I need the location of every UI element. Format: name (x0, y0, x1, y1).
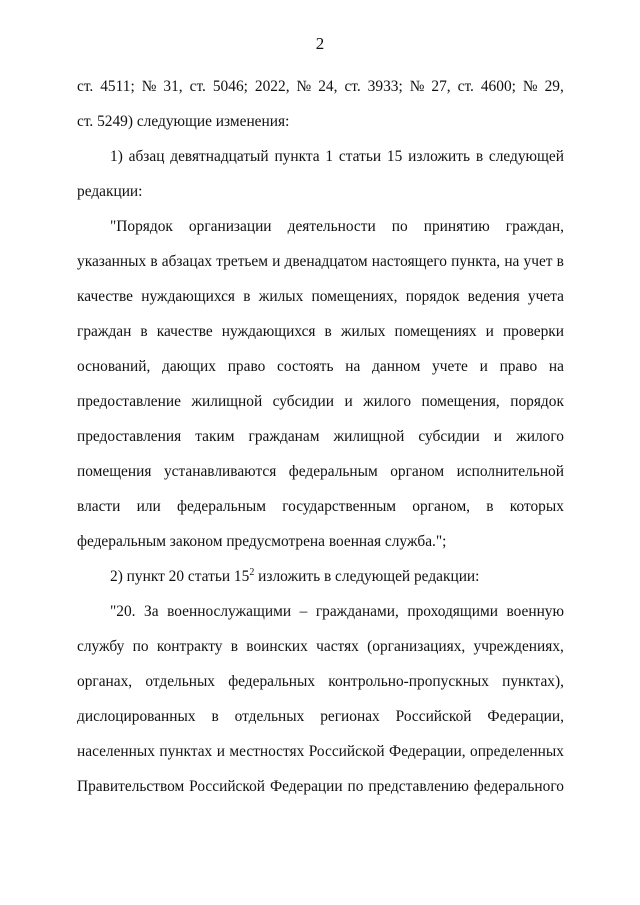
text-line-with-superscript (110, 567, 564, 587)
word: настоящего (371, 253, 447, 270)
word: 31, (163, 78, 183, 95)
word: состоять (277, 358, 334, 375)
word: Правительством (77, 778, 185, 795)
text-fragment: 2) пункт 20 статьи 15 (110, 568, 250, 585)
word: порядок (405, 288, 460, 305)
word: № (409, 78, 425, 95)
text-line (77, 252, 564, 272)
word: органах, (77, 673, 133, 690)
word: № (141, 78, 157, 95)
word: ст. (77, 78, 94, 95)
word: власти (77, 498, 121, 515)
text-fragment: изложить в следующей редакции: (254, 568, 480, 585)
word: отдельных (145, 673, 215, 690)
word: учреждениях, (473, 638, 564, 655)
text-line (77, 287, 564, 307)
word: 29, (544, 78, 564, 95)
text-line (77, 77, 564, 97)
word: пункта (274, 148, 320, 165)
word: 27, (431, 78, 451, 95)
word: ст. (457, 78, 474, 95)
word: предоставление (77, 393, 181, 410)
word: на (345, 358, 361, 375)
word: право (227, 358, 266, 375)
word: в (556, 253, 564, 270)
word: (организациях, (367, 638, 466, 655)
text-line (77, 742, 564, 762)
word: деятельности (287, 218, 376, 235)
word: следующей (488, 148, 564, 165)
word: учет (523, 253, 553, 270)
word: исполнительной (456, 463, 564, 480)
word: населенных (77, 743, 155, 760)
word: в (140, 323, 148, 340)
word: и (344, 393, 353, 410)
word: 1 (325, 148, 334, 165)
word: федеральных (228, 673, 316, 690)
word: органом (390, 463, 445, 480)
word: на (504, 253, 520, 270)
word: ст. (189, 78, 206, 95)
word: дающих (162, 358, 216, 375)
word: федерального (473, 778, 564, 795)
word: "20. (110, 603, 136, 620)
word: гражданам (248, 428, 320, 445)
word: Федерации, (487, 708, 564, 725)
word: № (522, 78, 538, 95)
text-line (77, 707, 564, 727)
word: девятнадцатый (170, 148, 269, 165)
word: Российской (189, 778, 266, 795)
word: пунктах (159, 743, 213, 760)
word: в (243, 288, 251, 305)
word: пункта, (451, 253, 501, 270)
word: устанавливаются (163, 463, 277, 480)
superscript: 2 (249, 566, 255, 578)
word: субсидии (272, 393, 334, 410)
word: помещения, (421, 393, 500, 410)
word: ведения (467, 288, 520, 305)
word: органом, (412, 498, 471, 515)
word: 4511; (100, 78, 135, 95)
word: гражданами, (315, 603, 399, 620)
word: на (548, 358, 564, 375)
word: учете (432, 358, 468, 375)
word: нуждающихся (141, 288, 235, 305)
word: жилого (363, 393, 412, 410)
text-line (110, 602, 564, 622)
word: 4600; (480, 78, 516, 95)
word: жилого (516, 428, 564, 445)
word: абзацах (161, 253, 213, 270)
word: в (486, 498, 494, 515)
word: помещениях (394, 323, 477, 340)
word: данном (372, 358, 421, 375)
word: или (136, 498, 161, 515)
word: в (324, 323, 332, 340)
word: таким (195, 428, 235, 445)
word: федеральным (288, 463, 378, 480)
word: 15 (386, 148, 403, 165)
word: по (391, 218, 408, 235)
word: двенадцатом (284, 253, 368, 270)
word: частях (316, 638, 359, 655)
word: жилых (340, 323, 386, 340)
word: контракту (156, 638, 223, 655)
word: абзац (128, 148, 165, 165)
word: граждан, (505, 218, 564, 235)
word: государственным (282, 498, 397, 515)
word: 1) (110, 148, 123, 165)
word: отдельных (234, 708, 305, 725)
word: третьем (216, 253, 269, 270)
word: федеральным (177, 498, 266, 515)
word: Федерации, (389, 743, 466, 760)
word: представлению (368, 778, 469, 795)
text-line (77, 777, 564, 797)
word: в (150, 253, 158, 270)
word: учета (527, 288, 564, 305)
word: право (499, 358, 538, 375)
word: оснований, (77, 358, 151, 375)
word: предоставления (77, 428, 182, 445)
word: статьи (338, 148, 382, 165)
text-line (77, 357, 564, 377)
word: и (479, 358, 488, 375)
word: проходящими (407, 603, 498, 620)
text-line (77, 637, 564, 657)
word: ст. (344, 78, 361, 95)
word: в (475, 148, 484, 165)
word: № (296, 78, 312, 95)
word: контрольно-пропускных (328, 673, 489, 690)
text-line (77, 672, 564, 692)
word: качестве (156, 323, 213, 340)
word: помещения (77, 463, 152, 480)
word: организации (188, 218, 272, 235)
word: военную (506, 603, 564, 620)
word: жилищной (333, 428, 405, 445)
word: военнослужащими (167, 603, 292, 620)
word: 2022, (254, 78, 290, 95)
word: нуждающихся (221, 323, 316, 340)
word: регионах (320, 708, 380, 725)
word: "Порядок (110, 218, 173, 235)
word: определенных (470, 743, 564, 760)
word: жилищной (191, 393, 263, 410)
word: указанных (77, 253, 147, 270)
word: по (347, 778, 364, 795)
text-line (77, 462, 564, 482)
word: в (211, 708, 219, 725)
text-line (77, 392, 564, 412)
word: жилых (258, 288, 304, 305)
word: качестве (77, 288, 133, 305)
word: Российской (395, 708, 472, 725)
word: 3933; (367, 78, 403, 95)
word: по (132, 638, 149, 655)
word: и (216, 743, 225, 760)
word: пунктах), (502, 673, 564, 690)
word: и (272, 253, 281, 270)
text-line (110, 147, 564, 167)
word: в (230, 638, 238, 655)
word: проверки (502, 323, 564, 340)
text-line: редакции: (77, 183, 143, 200)
word: 24, (318, 78, 338, 95)
word: изложить (408, 148, 471, 165)
text-line (110, 217, 564, 237)
word: – (299, 603, 308, 620)
word: и (493, 428, 503, 445)
word: Федерации (269, 778, 343, 795)
word: службу (77, 638, 125, 655)
page-number: 2 (315, 34, 325, 53)
text-line (77, 322, 564, 342)
word: За (144, 603, 159, 620)
text-line (77, 497, 564, 517)
word: воинских (246, 638, 308, 655)
word: помещениях, (311, 288, 398, 305)
text-line: федеральным законом предусмотрена военная служба."; (77, 533, 447, 550)
word: местностях (229, 743, 305, 760)
word: 5046; (212, 78, 248, 95)
word: порядок (510, 393, 564, 410)
text-line: ст. 5249) следующие изменения: (77, 113, 290, 130)
word: граждан (77, 323, 132, 340)
word: Российской (308, 743, 385, 760)
word: субсидии (418, 428, 480, 445)
text-line (77, 427, 564, 447)
word: принятию (423, 218, 490, 235)
word: которых (509, 498, 564, 515)
word: дислоцированных (77, 708, 196, 725)
word: и (485, 323, 494, 340)
